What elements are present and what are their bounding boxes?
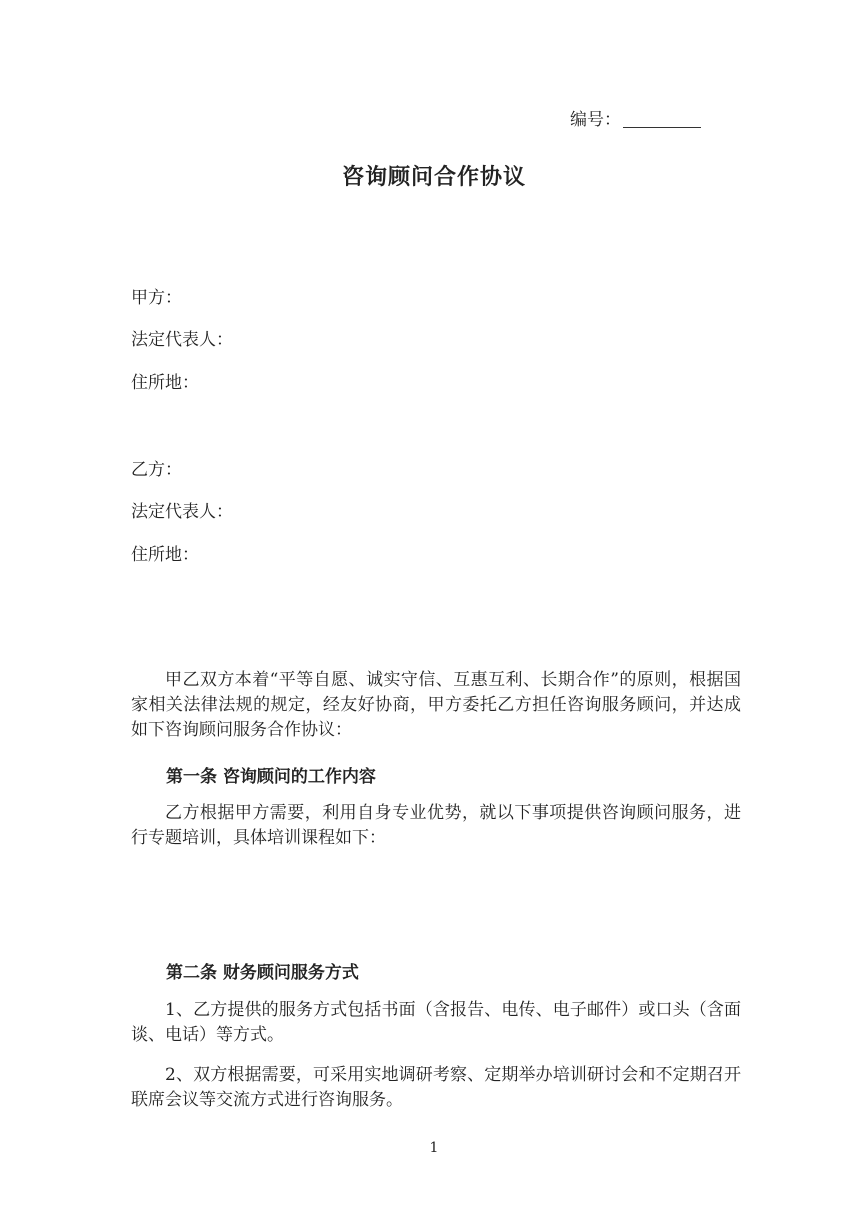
intro-paragraph: 甲乙双方本着“平等自愿、诚实守信、互惠互利、长期合作”的原则，根据国家相关法律法规的规定，经友好协商，甲方委托乙方担任咨询服务顾问，并达成如下咨询顾问服务合作协议： (131, 670, 741, 740)
doc-number-label: 编号： (570, 110, 621, 130)
party-a-rep-label: 法定代表人： (131, 330, 233, 350)
party-b-label: 乙方： (131, 460, 182, 480)
article-1-heading: 第一条 咨询顾问的工作内容 (166, 767, 376, 787)
party-b-rep-label: 法定代表人： (131, 502, 233, 522)
document-title: 咨询顾问合作协议 (341, 165, 526, 190)
doc-number-blank-line (623, 109, 701, 128)
party-a-label: 甲方： (131, 288, 182, 308)
page-number: 1 (429, 1140, 439, 1156)
article-2-item-2: 2、双方根据需要，可采用实地调研考察、定期举办培训研讨会和不定期召开联席会议等交流方式进行咨询服务。 (131, 1065, 741, 1110)
doc-number (570, 105, 701, 130)
article-1-text: 乙方根据甲方需要，利用自身专业优势，就以下事项提供咨询顾问服务，进行专题培训，具体培训课程如下： (131, 803, 741, 848)
article-2-item-1: 1、乙方提供的服务方式包括书面（含报告、电传、电子邮件）或口头（含面谈、电话）等方式。 (131, 1000, 741, 1045)
party-a-address-label: 住所地： (131, 373, 199, 393)
party-b-address-label: 住所地： (131, 545, 199, 565)
article-2-heading: 第二条 财务顾问服务方式 (166, 963, 359, 983)
